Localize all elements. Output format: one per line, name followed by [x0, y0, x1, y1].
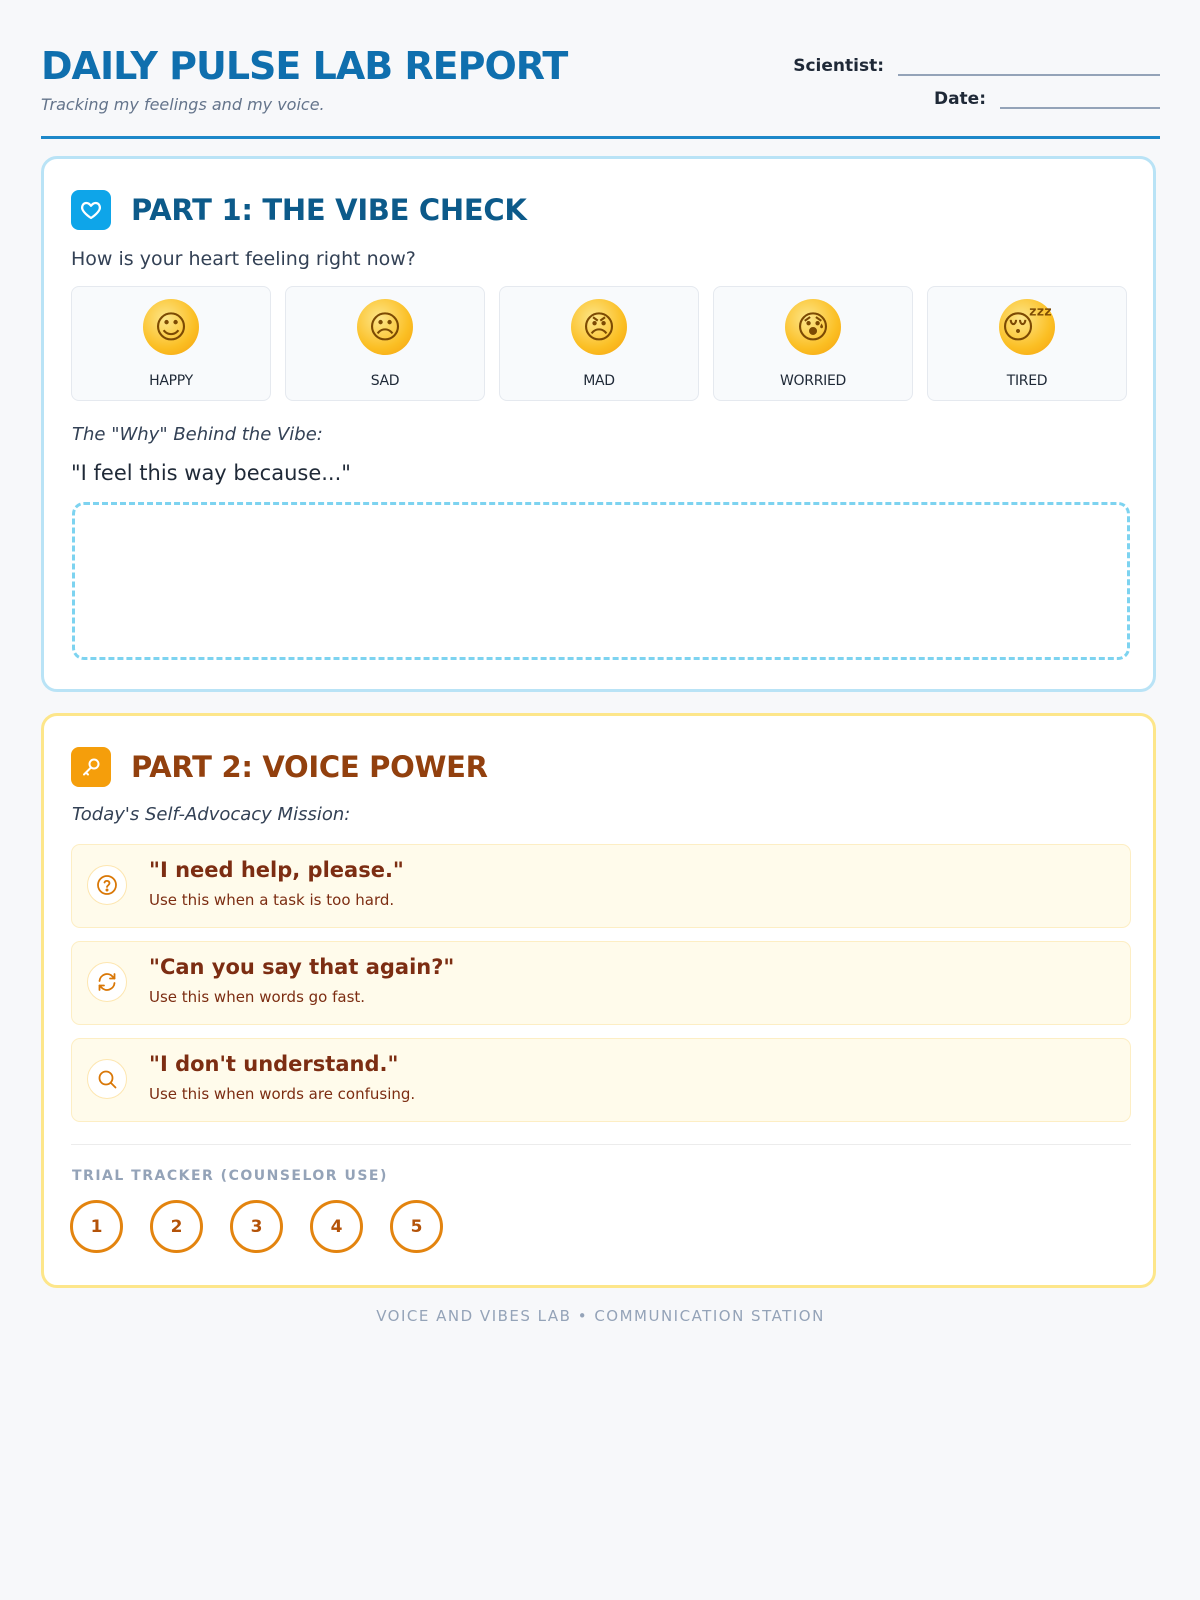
because-prompt: "I feel this way because..." — [71, 461, 351, 485]
voice-power-heading — [71, 747, 488, 787]
trial-circle-1[interactable]: 1 — [70, 1200, 123, 1253]
phrase-card[interactable] — [71, 1038, 1131, 1122]
phrase-card[interactable] — [71, 941, 1131, 1025]
lab-report-page — [41, 0, 1160, 1325]
voice-power-title: PART 2: VOICE POWER — [131, 750, 488, 784]
happy-face-icon: ☺ — [143, 299, 199, 355]
mood-label: SAD — [370, 373, 400, 389]
advocacy-phrases — [71, 844, 1131, 1135]
mood-label: WORRIED — [780, 373, 846, 389]
phrase-text: "I don't understand." — [149, 1052, 399, 1076]
repeat-icon — [87, 962, 127, 1002]
vibe-check-heading — [71, 190, 527, 230]
report-subtitle: Tracking my feelings and my voice. — [41, 95, 325, 114]
page-footer: VOICE AND VIBES LAB • COMMUNICATION STATION — [376, 1307, 825, 1325]
trial-tracker — [70, 1200, 443, 1253]
trial-tracker-label: TRIAL TRACKER (COUNSELOR USE) — [72, 1168, 388, 1184]
why-label: The "Why" Behind the Vibe: — [72, 424, 323, 445]
phrase-hint: Use this when words are confusing. — [149, 1085, 416, 1103]
phrase-hint: Use this when a task is too hard. — [149, 891, 395, 909]
phrase-hint: Use this when words go fast. — [149, 988, 366, 1006]
angry-face-icon: 😠 — [571, 299, 627, 355]
scientist-label: Scientist: — [793, 56, 884, 76]
trial-circle-5[interactable]: 5 — [390, 1200, 443, 1253]
question-icon — [87, 865, 127, 905]
trial-circle-2[interactable]: 2 — [150, 1200, 203, 1253]
trial-circle-3[interactable]: 3 — [230, 1200, 283, 1253]
scientist-line[interactable] — [898, 52, 1160, 76]
mission-label: Today's Self-Advocacy Mission: — [72, 804, 351, 825]
mood-label: TIRED — [1006, 373, 1048, 389]
feeling-writing-box[interactable] — [72, 502, 1130, 660]
vibe-check-card — [41, 156, 1156, 692]
mood-options — [71, 286, 1127, 401]
date-label: Date: — [933, 89, 986, 109]
date-field[interactable] — [934, 85, 1160, 109]
phrase-text: "I need help, please." — [149, 858, 404, 882]
worried-face-icon: 😰 — [785, 299, 841, 355]
scientist-field[interactable] — [793, 52, 1160, 76]
date-line[interactable] — [1000, 85, 1160, 109]
phrase-card[interactable] — [71, 844, 1131, 928]
report-title: DAILY PULSE LAB REPORT — [41, 44, 568, 88]
microphone-icon — [71, 747, 111, 787]
voice-power-card — [41, 713, 1156, 1288]
sad-face-icon: ☹ — [357, 299, 413, 355]
phrase-text: "Can you say that again?" — [149, 955, 455, 979]
mood-option-happy[interactable] — [71, 286, 271, 401]
search-icon — [87, 1059, 127, 1099]
trial-circle-4[interactable]: 4 — [310, 1200, 363, 1253]
sleepy-face-icon: 😴 — [999, 299, 1055, 355]
section-divider — [71, 1144, 1131, 1145]
mood-option-sad[interactable] — [285, 286, 485, 401]
heart-icon — [71, 190, 111, 230]
mood-label: HAPPY — [149, 373, 193, 389]
report-header — [41, 0, 1160, 139]
mood-option-worried[interactable] — [713, 286, 913, 401]
mood-option-mad[interactable] — [499, 286, 699, 401]
feeling-question: How is your heart feeling right now? — [71, 248, 416, 270]
vibe-check-title: PART 1: THE VIBE CHECK — [131, 193, 527, 227]
mood-option-tired[interactable] — [927, 286, 1127, 401]
mood-label: MAD — [583, 373, 615, 389]
